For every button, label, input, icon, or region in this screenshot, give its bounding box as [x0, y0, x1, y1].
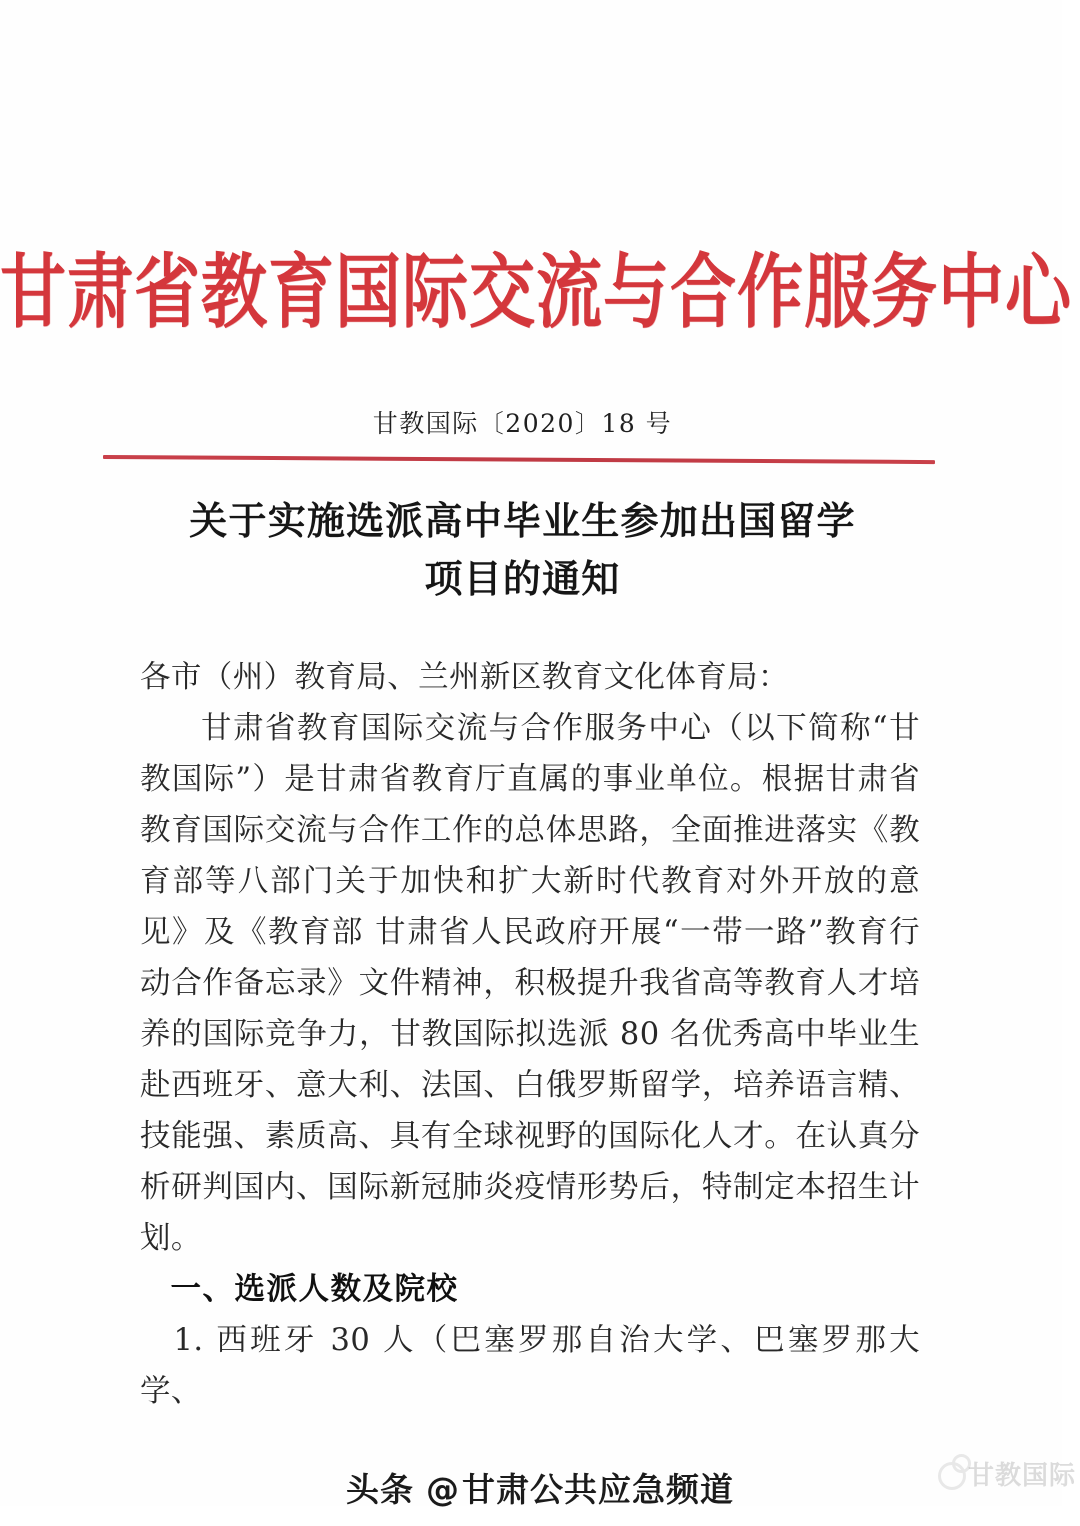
- page-title: [0, 492, 1045, 608]
- document-number: 甘教国际〔2020〕18 号: [372, 409, 673, 438]
- channel-attribution: [0, 1464, 1080, 1511]
- section-heading-1: 一、选派人数及院校: [170, 1271, 459, 1307]
- watermark-label: 甘教国际: [968, 1461, 1077, 1491]
- page-title-line-2: 项目的通知: [424, 555, 621, 601]
- masthead: [0, 244, 1072, 340]
- page-margin-right: [1062, 0, 1080, 1526]
- document-body: [140, 652, 920, 1417]
- issuing-organization-title: 甘肃省教育国际交流与合作服务中心: [0, 244, 1072, 340]
- platform-label: 头条: [346, 1470, 414, 1509]
- page-title-line-1: 关于实施选派高中毕业生参加出国留学: [189, 498, 856, 543]
- addressee-line: 各市（州）教育局、兰州新区教育文化体育局：: [140, 660, 789, 695]
- channel-name: 甘肃公共应急频道: [462, 1470, 734, 1509]
- body-paragraph-1: 甘肃省教育国际交流与合作服务中心（以下简称“甘教国际”）是甘肃省教育厅直属的事业单位。根据甘肃省教育国际交流与合作工作的总体思路，全面推进落实《教育部等八部门关于加快和扩大新时代教育对外开放的意见》及《教育部 甘肃省人民政府开展“一带一路”教育行动合作备忘录》文件精神，积极提升我省高等教育人才培养的国际竞争力，甘教国际拟选派 80 名优秀高中毕业生赴西班牙、意大利、法国、白俄罗斯留学，培养语言精、技能强、素质高、具有全球视野的国际化人才。在认真分析研判国内、国际新冠肺炎疫情形势后，特制定本招生计划。: [140, 711, 920, 1256]
- at-symbol: @: [426, 1470, 460, 1509]
- section-1-list-item-1: 1. 西班牙 30 人（巴塞罗那自治大学、巴塞罗那大学、: [140, 1323, 920, 1409]
